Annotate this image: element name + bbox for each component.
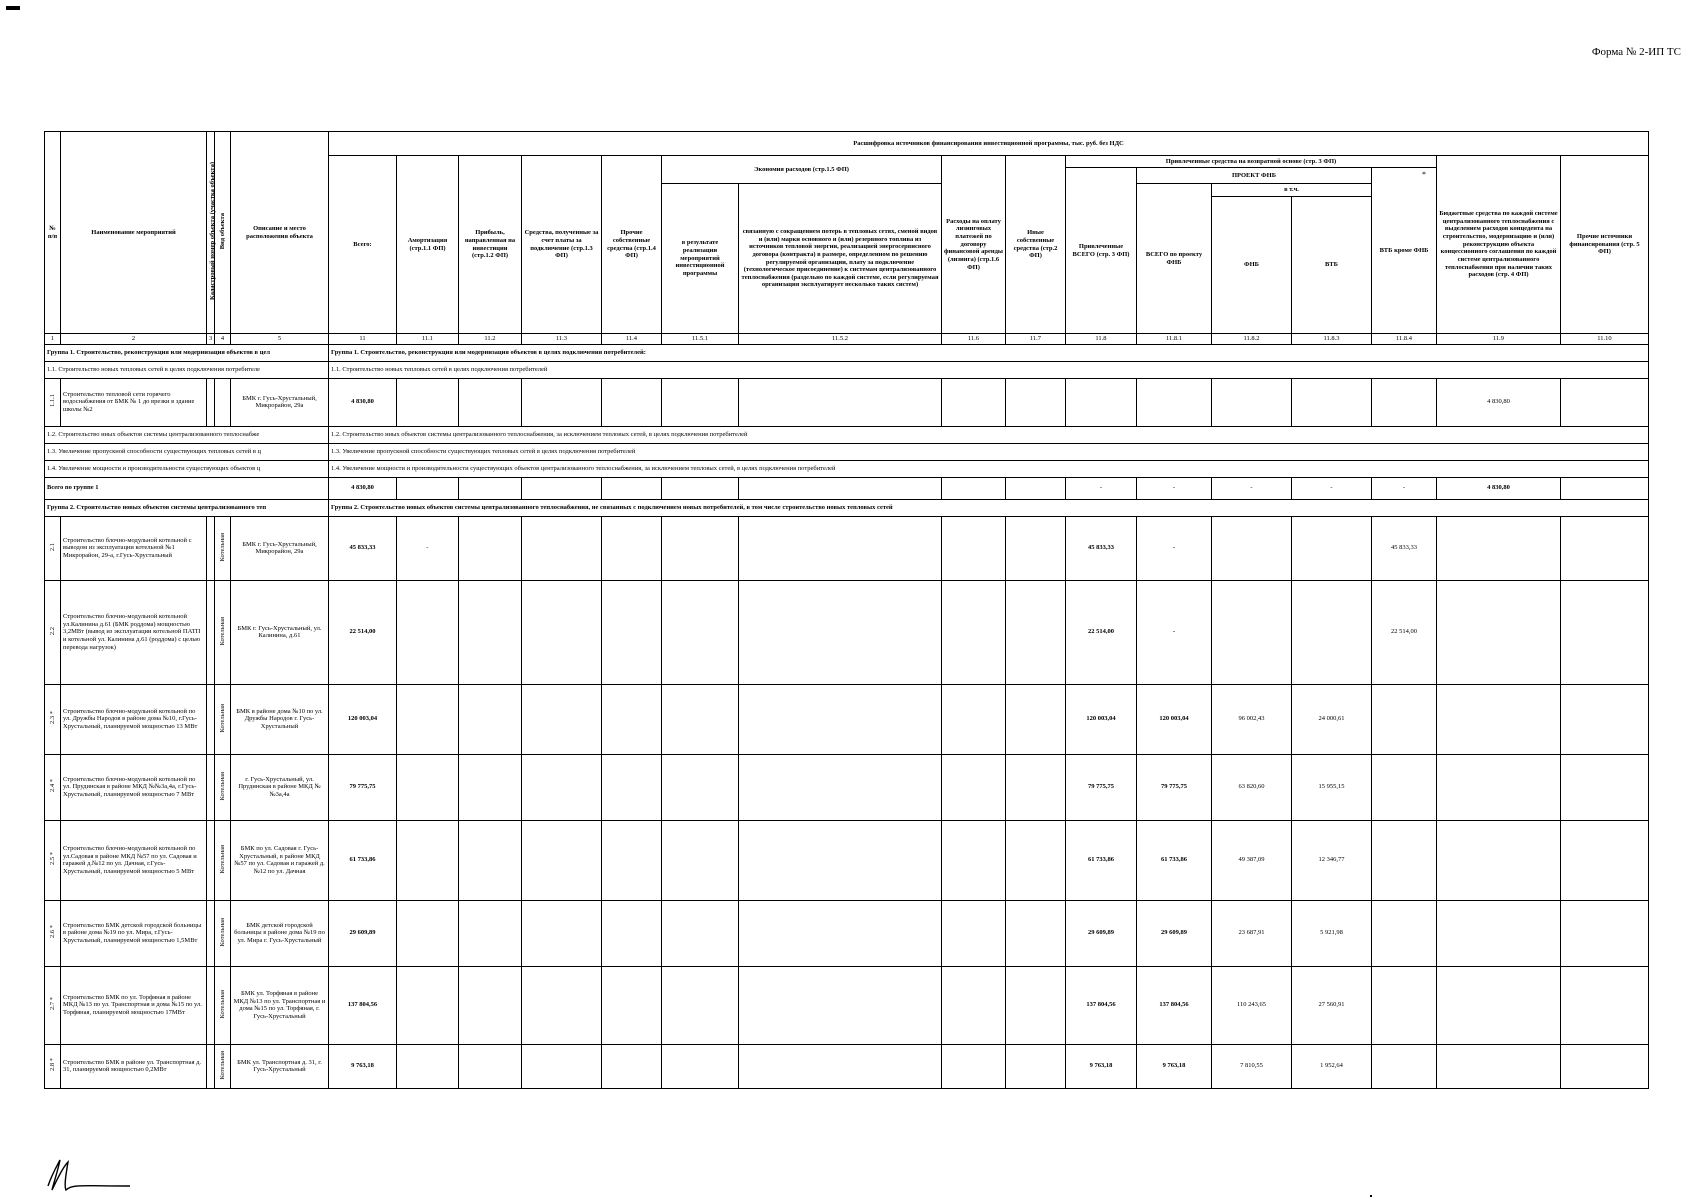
- scan-dot: [1370, 1195, 1372, 1197]
- row-location: БМК ул. Транспортная д. 31, г. Гусь-Хрустальный: [231, 1044, 329, 1088]
- row-vtb-except: [1372, 754, 1437, 820]
- group-header-row: [45, 499, 1649, 516]
- row-type: Котельная: [215, 1044, 231, 1088]
- group1-sub1-right: 1.1. Строительство новых тепловых сетей в целях подключения потребителей: [329, 361, 1649, 378]
- col-number: 11.8.4: [1372, 334, 1437, 345]
- row-total: 45 833,33: [329, 516, 397, 580]
- row-name: Строительство блочно-модульной котельной по ул. Дружбы Народов в районе дома №10, г.Гусь-Хрустальный, планируемой мощностью 13 МВт: [61, 684, 207, 754]
- row-total: 29 609,89: [329, 900, 397, 966]
- col-number: 2: [61, 334, 207, 345]
- row-fnb: [1212, 580, 1292, 684]
- header-n: № п/п: [45, 132, 61, 334]
- header-economy-a: в результате реализации мероприятий инвестиционной программы: [662, 184, 739, 334]
- col-number: 1: [45, 334, 61, 345]
- form-title: Форма № 2-ИП ТС: [1591, 46, 1681, 58]
- row-vtb: 5 921,98: [1292, 900, 1372, 966]
- col-number: 11.7: [1006, 334, 1066, 345]
- header-budget: Бюджетные средства по каждой системе централизованного теплоснабжения с выделением расходов концедента на строительство, модернизацию и (или) реконструкцию объекта концессионного соглашения по каждой системе централизованного теплоснабжения при наличии таких расходов (стр. 4 ФП): [1437, 156, 1561, 334]
- col-number: 11.1: [397, 334, 459, 345]
- row-type: Котельная: [215, 820, 231, 900]
- row-total: 137 804,56: [329, 966, 397, 1044]
- row-fnb-total: 9 763,18: [1137, 1044, 1212, 1088]
- header-name: Наименование мероприятий: [61, 132, 207, 334]
- header-cadastral: Кадастровый номер объекта (участка объекта): [207, 132, 215, 334]
- row-type: Котельная: [215, 754, 231, 820]
- row-name: Строительство БМК в районе ул. Транспортная д. 31, планируемой мощностью 0,2МВт: [61, 1044, 207, 1088]
- header-other-sources: Прочие источники финансирования (стр. 5 ФП): [1561, 156, 1649, 334]
- group2-title-right: Группа 2. Строительство новых объектов системы централизованного теплоснабжения, не связанных с подключением новых потребителей, в том числе строительство новых тепловых сетей: [329, 499, 1649, 516]
- row-amort: [397, 754, 459, 820]
- row-amort: -: [397, 516, 459, 580]
- row-fnb-total: 29 609,89: [1137, 900, 1212, 966]
- col-number: 11: [329, 334, 397, 345]
- row-total: 120 003,04: [329, 684, 397, 754]
- group1-sub3-left: 1.3. Увеличение пропускной способности существующих тепловых сетей в ц: [45, 443, 329, 460]
- table-row: [45, 684, 1649, 754]
- row-location: БМК г. Гусь-Хрустальный, Микрорайон, 29а: [231, 516, 329, 580]
- col-number: 11.6: [942, 334, 1006, 345]
- row-fnb-total: 61 733,86: [1137, 820, 1212, 900]
- header-leasing: Расходы на оплату лизинговых платежей по договору финансовой аренды (лизинга) (стр.1.6 ФП): [942, 156, 1006, 334]
- group1-title-right: Группа 1. Строительство, реконструкция или модернизация объектов в целях подключения потребителей:: [329, 344, 1649, 361]
- header-other-funds: Иные собственные средства (стр.2 ФП): [1006, 156, 1066, 334]
- row-attracted: 22 514,00: [1066, 580, 1137, 684]
- row-total: 9 763,18: [329, 1044, 397, 1088]
- header-fnb-project: ПРОЕКТ ФНБ: [1137, 168, 1372, 184]
- row-amort: [397, 900, 459, 966]
- row-vtb-except: 45 833,33: [1372, 516, 1437, 580]
- row-total: 79 775,75: [329, 754, 397, 820]
- row-vtb-except: [1372, 900, 1437, 966]
- col-number: 11.8.3: [1292, 334, 1372, 345]
- row-number: 2.3 *: [45, 684, 61, 754]
- header-top: Расшифровка источников финансирования инвестиционной программы, тыс. руб. без НДС: [329, 132, 1649, 156]
- row-fnb: 7 810,55: [1212, 1044, 1292, 1088]
- group1-sub2-right: 1.2. Строительство иных объектов системы централизованного теплоснабжения, за исключением тепловых сетей, в целях подключения потребителей: [329, 426, 1649, 443]
- header-attracted-total: Привлеченные ВСЕГО (стр. 3 ФП): [1066, 168, 1137, 334]
- row-type: Котельная: [215, 900, 231, 966]
- col-number: 4: [215, 334, 231, 345]
- table-row: [45, 580, 1649, 684]
- row-number: 1.1.1: [45, 378, 61, 426]
- row-fnb: 23 687,91: [1212, 900, 1292, 966]
- row-name: Строительство блочно-модульной котельной ул.Калинина д.61 (БМК роддома) мощностью 3,2МВт (вывод из эксплуатации котельной ПАТП и котельной ул. Калинина д.61 (роддома) с целью перевода нагрузок): [61, 580, 207, 684]
- col-number: 11.5.2: [739, 334, 942, 345]
- row-total: 4 830,80: [329, 378, 397, 426]
- row-fnb-total: -: [1137, 516, 1212, 580]
- row-number: 2.4 *: [45, 754, 61, 820]
- investment-table: [44, 131, 1649, 1089]
- table-row: [45, 966, 1649, 1044]
- row-vtb-except: [1372, 684, 1437, 754]
- row-name: Строительство блочно-модульной котельной с выводом из эксплуатации котельной №1 Микрорайон, 29-а, г.Гусь-Хрустальный: [61, 516, 207, 580]
- table-row: [45, 1044, 1649, 1088]
- group1-total-vtb-except: -: [1372, 477, 1437, 499]
- row-vtb-except: [1372, 1044, 1437, 1088]
- subgroup-row: [45, 460, 1649, 477]
- header-economy: Экономия расходов (стр.1.5 ФП): [662, 156, 942, 184]
- row-total: 22 514,00: [329, 580, 397, 684]
- header-incl-cell: [1212, 184, 1372, 334]
- row-fnb-total: 137 804,56: [1137, 966, 1212, 1044]
- row-vtb-except: [1372, 966, 1437, 1044]
- group1-total-fnb-total: -: [1137, 477, 1212, 499]
- row-attracted: 29 609,89: [1066, 900, 1137, 966]
- table-row: [45, 754, 1649, 820]
- header-vtb-except: ВТБ кроме ФНБ: [1372, 168, 1437, 334]
- row-amort: [397, 580, 459, 684]
- group1-sub1-left: 1.1. Строительство новых тепловых сетей в целях подключения потребителе: [45, 361, 329, 378]
- corner-mark: [6, 6, 20, 10]
- header-attracted: Привлеченные средства на возвратной основе (стр. 3 ФП): [1066, 156, 1437, 168]
- row-name: Строительство БМК детской городской больницы в районе дома №19 по ул. Мира, г.Гусь-Хрустальный, планируемой мощностью 1,5МВт: [61, 900, 207, 966]
- row-fnb-total: 79 775,75: [1137, 754, 1212, 820]
- row-name: Строительство БМК по ул. Торфяная в районе МКД №13 по ул. Транспортная и дома №15 по ул. Торфяная, планируемой мощностью 17МВт: [61, 966, 207, 1044]
- header-fnb-total: ВСЕГО по проекту ФНБ: [1137, 184, 1212, 334]
- header-profit: Прибыль, направленная на инвестиции (стр.1.2 ФП): [459, 156, 522, 334]
- row-location: БМК детской городской больницы в районе дома №19 по ул. Мира г. Гусь-Хрустальный: [231, 900, 329, 966]
- col-number: 5: [231, 334, 329, 345]
- group1-total-attracted: -: [1066, 477, 1137, 499]
- header-total: Всего:: [329, 156, 397, 334]
- row-vtb: 1 952,64: [1292, 1044, 1372, 1088]
- row-fnb: 96 002,43: [1212, 684, 1292, 754]
- row-amort: [397, 820, 459, 900]
- row-vtb-except: 22 514,00: [1372, 580, 1437, 684]
- row-name: Строительство блочно-модульной котельной по ул.Садовая в районе МКД №57 по ул. Садовая и гаражей д.№12 по ул. Дачная, г.Гусь-Хрустальный, планируемой мощностью 5 МВт: [61, 820, 207, 900]
- header-incl: в т.ч.: [1212, 184, 1371, 197]
- row-attracted: 61 733,86: [1066, 820, 1137, 900]
- group2-title-left: Группа 2. Строительство новых объектов системы централизованного теп: [45, 499, 329, 516]
- row-vtb: [1292, 580, 1372, 684]
- header-economy-b: связанную с сокращением потерь в тепловых сетях, сменой видов и (или) марки основного и (или) резервного топлива из источников тепловой энергии, реализацией энергосервисного договора (контракта) в размере, определенном по решению регулируемой организации, плату за подключение (технологическое присоединение) к системам централизованного теплоснабжения (раздельно по каждой системе, если регулируемая организация эксплуатирует несколько таких систем): [739, 184, 942, 334]
- row-vtb: 24 000,61: [1292, 684, 1372, 754]
- row-vtb: 27 560,91: [1292, 966, 1372, 1044]
- subgroup-row: [45, 443, 1649, 460]
- row-fnb: 63 820,60: [1212, 754, 1292, 820]
- row-number: 2.5 *: [45, 820, 61, 900]
- row-name: Строительство тепловой сети горячего водоснабжения от БМК № 1 до врезки в здание школы №2: [61, 378, 207, 426]
- row-attracted: 120 003,04: [1066, 684, 1137, 754]
- group1-sub3-right: 1.3. Увеличение пропускной способности существующих тепловых сетей в целях подключения потребителей: [329, 443, 1649, 460]
- row-budget: 4 830,80: [1437, 378, 1561, 426]
- header-location: Описание и место расположения объекта: [231, 132, 329, 334]
- group1-sub4-right: 1.4. Увеличение мощности и производительности существующих объектов централизованного теплоснабжения, за исключением тепловых сетей, в целях подключения потребителей: [329, 460, 1649, 477]
- row-vtb: 12 346,77: [1292, 820, 1372, 900]
- row-vtb: [1292, 516, 1372, 580]
- row-amort: [397, 684, 459, 754]
- row-number: 2.8 *: [45, 1044, 61, 1088]
- header-fee: Средства, полученные за счет платы за подключение (стр.1.3 ФП): [522, 156, 602, 334]
- row-type: Котельная: [215, 966, 231, 1044]
- subgroup-row: [45, 426, 1649, 443]
- table-row: [45, 900, 1649, 966]
- group1-total-value: 4 830,80: [329, 477, 397, 499]
- row-amort: [397, 1044, 459, 1088]
- row-vtb-except: [1372, 820, 1437, 900]
- col-number: 11.3: [522, 334, 602, 345]
- row-type: Котельная: [215, 580, 231, 684]
- row-vtb: 15 955,15: [1292, 754, 1372, 820]
- star-mark: *: [1422, 170, 1426, 179]
- row-number: 2.6 *: [45, 900, 61, 966]
- group1-total-budget: 4 830,80: [1437, 477, 1561, 499]
- row-fnb-total: 120 003,04: [1137, 684, 1212, 754]
- col-number: 11.8.2: [1212, 334, 1292, 345]
- col-number: 11.4: [602, 334, 662, 345]
- col-number: 3: [207, 334, 215, 345]
- col-number: 11.5.1: [662, 334, 739, 345]
- group1-sub2-left: 1.2. Строительство иных объектов системы централизованного теплоснабже: [45, 426, 329, 443]
- row-fnb: 49 387,09: [1212, 820, 1292, 900]
- row-amort: [397, 966, 459, 1044]
- col-number: 11.9: [1437, 334, 1561, 345]
- header-fnb: ФНБ: [1212, 197, 1292, 333]
- group1-total-vtb: -: [1292, 477, 1372, 499]
- header-type: Вид объекта: [215, 132, 231, 334]
- row-type: Котельная: [215, 516, 231, 580]
- col-number: 11.8: [1066, 334, 1137, 345]
- row-number: 2.1: [45, 516, 61, 580]
- header-vtb: ВТБ: [1325, 261, 1338, 269]
- group-header-row: [45, 344, 1649, 361]
- row-name: Строительство блочно-модульной котельной по ул. Прудинская в районе МКД №№3а,4а, г.Гусь-Хрустальный, планируемой мощностью 7 МВт: [61, 754, 207, 820]
- group1-total-label: Всего по группе 1: [45, 477, 329, 499]
- group1-sub4-left: 1.4. Увеличение мощности и производительности существующих объектов ц: [45, 460, 329, 477]
- row-fnb-total: -: [1137, 580, 1212, 684]
- row-location: БМК г. Гусь-Хрустальный, ул. Калинина, д.61: [231, 580, 329, 684]
- row-location: г. Гусь-Хрустальный, ул. Прудинская в районе МКД №№3а,4а: [231, 754, 329, 820]
- row-fnb: 110 243,65: [1212, 966, 1292, 1044]
- row-attracted: 9 763,18: [1066, 1044, 1137, 1088]
- column-number-row: [45, 334, 1649, 345]
- row-number: 2.7 *: [45, 966, 61, 1044]
- signature: [42, 1156, 132, 1196]
- row-total: 61 733,86: [329, 820, 397, 900]
- row-attracted: 137 804,56: [1066, 966, 1137, 1044]
- group1-title-left: Группа 1. Строительство, реконструкция или модернизация объектов в цел: [45, 344, 329, 361]
- row-attracted: 79 775,75: [1066, 754, 1137, 820]
- row-location: БМК ул. Торфяная в районе МКД №13 по ул. Транспортная и дома №15 по ул. Торфяная, г. Гусь-Хрустальный: [231, 966, 329, 1044]
- row-type: Котельная: [215, 684, 231, 754]
- col-number: 11.10: [1561, 334, 1649, 345]
- row-attracted: 45 833,33: [1066, 516, 1137, 580]
- group-total-row: [45, 477, 1649, 499]
- row-location: БМК г. Гусь-Хрустальный, Микрорайон, 29а: [231, 378, 329, 426]
- row-location: БМК по ул. Садовая г. Гусь-Хрустальный, в районе МКД №57 по ул. Садовая и гаражей д.№12 по ул. Дачная: [231, 820, 329, 900]
- header-other-own: Прочие собственные средства (стр.1.4 ФП): [602, 156, 662, 334]
- col-number: 11.2: [459, 334, 522, 345]
- header-amort: Амортизация (стр.1.1 ФП): [397, 156, 459, 334]
- table-row: [45, 820, 1649, 900]
- group1-total-fnb: -: [1212, 477, 1292, 499]
- row-number: 2.2: [45, 580, 61, 684]
- col-number: 11.8.1: [1137, 334, 1212, 345]
- row-fnb: [1212, 516, 1292, 580]
- row-location: БМК в районе дома №10 по ул. Дружбы Народов г. Гусь-Хрустальный: [231, 684, 329, 754]
- table-row: [45, 378, 1649, 426]
- subgroup-row: [45, 361, 1649, 378]
- table-row: [45, 516, 1649, 580]
